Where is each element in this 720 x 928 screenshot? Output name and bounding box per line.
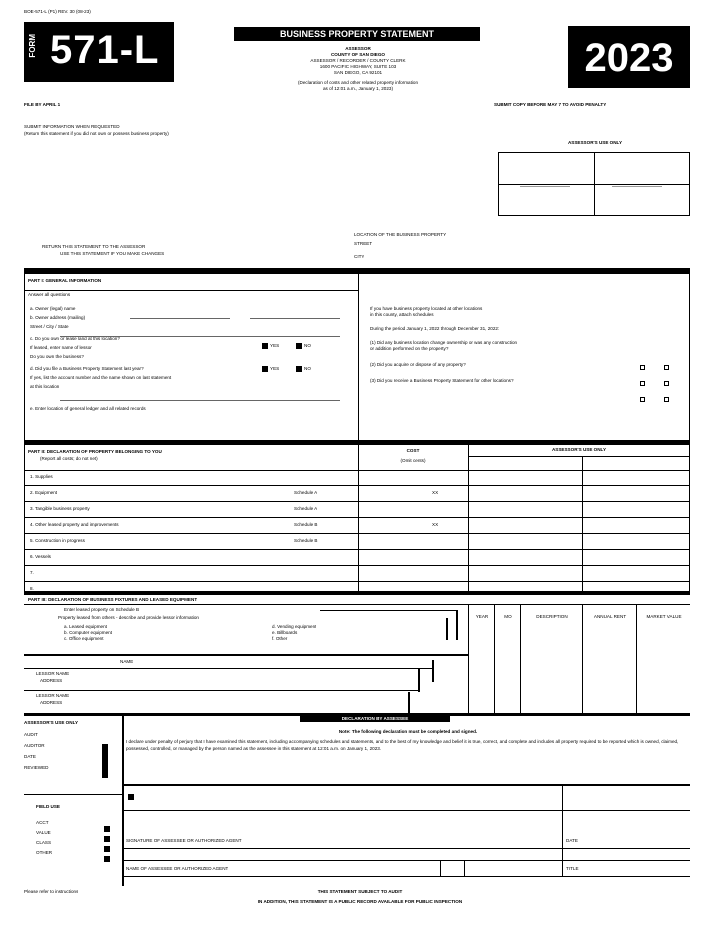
part1-line: e. Enter location of general ledger and all related records bbox=[30, 406, 146, 411]
col-description: DESCRIPTION bbox=[536, 614, 568, 619]
header-line: (Declaration of costs and other related property information bbox=[297, 80, 418, 85]
lessor-b-name: LESSOR NAME bbox=[36, 693, 70, 698]
check-item[interactable]: d. Vending equipment bbox=[272, 624, 317, 629]
form-label: FORM bbox=[28, 34, 37, 58]
location-line-1: LOCATION OF THE BUSINESS PROPERTY bbox=[354, 232, 447, 237]
remit-line-1: RETURN THIS STATEMENT TO THE ASSESSOR bbox=[42, 244, 146, 249]
notice-line-1: SUBMIT INFORMATION WHEN REQUESTED bbox=[24, 124, 120, 129]
footer-line-1: THIS STATEMENT SUBJECT TO AUDIT bbox=[317, 889, 403, 894]
row-value[interactable]: XX bbox=[432, 522, 439, 527]
no-label: NO bbox=[304, 366, 311, 371]
form-number: 571-L bbox=[50, 28, 160, 72]
left-item-2: ACCT bbox=[36, 820, 49, 825]
row-ref: Schedule A bbox=[294, 506, 318, 511]
part2-row bbox=[24, 518, 690, 534]
part3-checks-right bbox=[272, 624, 316, 642]
part3-rule bbox=[24, 592, 690, 595]
checkbox[interactable] bbox=[640, 365, 645, 370]
tax-year: 2023 bbox=[584, 36, 674, 80]
check-item[interactable]: c. Office equipment bbox=[64, 636, 104, 641]
assessor-use-only-label: ASSESSOR'S USE ONLY bbox=[567, 140, 623, 145]
part2-row bbox=[24, 534, 690, 550]
part1-line: at this location bbox=[30, 384, 60, 389]
no-label: NO bbox=[304, 343, 311, 348]
cost-col-subheader: (Omit cents) bbox=[400, 458, 426, 463]
part1-lines bbox=[30, 306, 350, 412]
col-market-value: MARKET VALUE bbox=[646, 614, 682, 619]
part1-line: Street / City / State bbox=[30, 324, 69, 329]
left-bar-4 bbox=[104, 846, 110, 852]
lessor-a-address: ADDRESS bbox=[40, 678, 63, 683]
yes-checkbox[interactable] bbox=[262, 366, 268, 372]
row-label: 4. Other leased property and improvements bbox=[30, 522, 119, 527]
left-item: AUDIT bbox=[24, 732, 38, 737]
lessor-b-address: ADDRESS bbox=[40, 700, 63, 705]
part2-row bbox=[24, 550, 690, 566]
checkbox[interactable] bbox=[640, 381, 645, 386]
part3-line-1: Enter leased property on Schedule B bbox=[64, 607, 140, 612]
col-year: YEAR bbox=[475, 614, 489, 619]
submit-note: SUBMIT COPY BEFORE MAY 7 TO AVOID PENALTY bbox=[494, 102, 607, 107]
bottom-note: Please refer to instructions bbox=[24, 889, 79, 894]
part1-right-line: (2) Did you acquire or dispose of any property? bbox=[370, 362, 466, 367]
col-mo: MO bbox=[504, 614, 512, 619]
part1-line: If leased, enter name of lessor bbox=[30, 345, 92, 350]
part2-rows bbox=[24, 470, 690, 597]
header-line: ASSESSOR / RECORDER / COUNTY CLERK bbox=[310, 58, 406, 63]
checkbox[interactable] bbox=[664, 397, 669, 402]
part3-heading: PART III: DECLARATION OF BUSINESS FIXTURES AND LEASED EQUIPMENT bbox=[28, 597, 198, 602]
part1-right-line: in this county, attach schedules bbox=[370, 312, 434, 317]
check-item[interactable]: b. Computer equipment bbox=[64, 630, 113, 635]
check-item[interactable]: e. Billboards bbox=[272, 630, 298, 635]
part2-row bbox=[24, 470, 690, 486]
part1-right-line: or addition performed on the property? bbox=[370, 346, 449, 351]
names-line: NAME bbox=[120, 659, 134, 664]
location-line-2: STREET bbox=[354, 241, 373, 246]
checkbox[interactable] bbox=[664, 381, 669, 386]
left-item-2: VALUE bbox=[36, 830, 51, 835]
part1-right-line: If you have business property located at other locations bbox=[370, 306, 483, 311]
row-label: 3. Tangible business property bbox=[30, 506, 90, 511]
part1-right-lines bbox=[370, 306, 684, 384]
left-bar-1 bbox=[102, 744, 108, 778]
left-item: DATE bbox=[24, 754, 36, 759]
year-block bbox=[568, 26, 690, 88]
form-title: BUSINESS PROPERTY STATEMENT bbox=[234, 27, 480, 41]
lessor-a-name: LESSOR NAME bbox=[36, 671, 70, 676]
part2-heading: PART II: DECLARATION OF PROPERTY BELONGING TO YOU bbox=[28, 449, 162, 454]
no-checkbox[interactable] bbox=[296, 343, 302, 349]
signature-arrow bbox=[128, 794, 134, 800]
header-line: COUNTY OF SAN DIEGO bbox=[330, 52, 386, 57]
header-line: 1600 PACIFIC HIGHWAY, SUITE 103 bbox=[319, 64, 397, 69]
row-label: 7. bbox=[30, 570, 34, 575]
left-item-2: CLASS bbox=[36, 840, 52, 845]
row-ref: Schedule B bbox=[294, 538, 318, 543]
no-checkbox[interactable] bbox=[296, 366, 302, 372]
header-line: as of 12:01 a.m., January 1, 2023) bbox=[323, 86, 393, 91]
part2-row bbox=[24, 502, 690, 518]
part2-row bbox=[24, 566, 690, 582]
header-center bbox=[240, 46, 476, 92]
yes-checkbox[interactable] bbox=[262, 343, 268, 349]
row-label: 5. Construction in progress bbox=[30, 538, 85, 543]
location-line-3: CITY bbox=[354, 254, 365, 259]
row-label: 6. Vessels bbox=[30, 554, 51, 559]
footer-line-2: IN ADDITION, THIS STATEMENT IS A PUBLIC RECORD AVAILABLE FOR PUBLIC INSPECTION bbox=[257, 899, 463, 904]
row-label: 1. Supplies bbox=[30, 474, 53, 479]
header-line: SAN DIEGO, CA 92101 bbox=[333, 70, 383, 75]
left-item: AUDITOR bbox=[24, 743, 45, 748]
name-label: NAME OF ASSESSEE OR AUTHORIZED AGENT bbox=[126, 866, 229, 871]
yes-label: YES bbox=[270, 366, 280, 371]
file-by-date: FILE BY APRIL 1 bbox=[24, 102, 61, 107]
part1-right-line: (1) Did any business location change ownership or was any construction bbox=[370, 340, 518, 345]
row-label: 2. Equipment bbox=[30, 490, 58, 495]
part3-checks-left bbox=[64, 624, 112, 642]
part1-right-line: During the period January 1, 2022 through December 31, 2022: bbox=[370, 326, 500, 331]
left-bar-2 bbox=[104, 826, 110, 832]
form-number-block bbox=[24, 22, 174, 82]
left-item-2: OTHER bbox=[36, 850, 53, 855]
yes-label: YES bbox=[270, 343, 280, 348]
checkbox[interactable] bbox=[664, 365, 669, 370]
declaration-body: I declare under penalty of perjury that I have examined this statement, including accompanying schedules and statements, and to the best of my knowledge and belief it is true, correct, and complete and includes all property required to be reported which is owned, claimed, possessed, controlled, or managed by the person named as the assessee in this statement at 12:01 a.m. on January 1, 2023. bbox=[126, 739, 679, 751]
part1-line: If yes, list the account number and the name shown on last statement bbox=[30, 375, 172, 380]
left-heading-2: FIELD USE bbox=[36, 804, 60, 809]
part2-subheading: (Report all costs; do not net) bbox=[40, 456, 98, 461]
title-label: TITLE bbox=[566, 866, 579, 871]
part2-row bbox=[24, 486, 690, 502]
header-line: ASSESSOR bbox=[345, 46, 371, 51]
check-item[interactable]: f. Other bbox=[272, 636, 288, 641]
signature-label: SIGNATURE OF ASSESSEE OR AUTHORIZED AGENT bbox=[126, 838, 242, 843]
left-item: REVIEWED bbox=[24, 765, 49, 770]
part1-right-line: (3) Did you receive a Business Property Statement for other locations? bbox=[370, 378, 514, 383]
part1-line: b. Owner address (mailing) bbox=[30, 315, 86, 320]
notice-line-2: (Return this statement if you did not own or possess business property) bbox=[24, 131, 169, 136]
part1-line: a. Owner (legal) name bbox=[30, 306, 76, 311]
date-label: DATE bbox=[566, 838, 578, 843]
cost-col-header: COST bbox=[406, 448, 420, 453]
remit-line-2: USE THIS STATEMENT IF YOU MAKE CHANGES bbox=[60, 251, 165, 256]
left-bar-3 bbox=[104, 836, 110, 842]
assessor-col-header: ASSESSOR'S USE ONLY bbox=[551, 447, 607, 452]
part3-line-2: Property leased from others - describe and provide lessor information bbox=[58, 615, 199, 620]
part1-heading: PART I: GENERAL INFORMATION bbox=[28, 278, 102, 283]
row-ref: Schedule A bbox=[294, 490, 318, 495]
row-label: 8. bbox=[30, 586, 34, 591]
declaration-heading: DECLARATION BY ASSESSEE bbox=[300, 716, 450, 722]
left-bar-5 bbox=[104, 856, 110, 862]
col-annual-rent: ANNUAL RENT bbox=[593, 614, 627, 619]
check-item[interactable]: a. Leased equipment bbox=[64, 624, 107, 629]
row-ref: Schedule B bbox=[294, 522, 318, 527]
row-value[interactable]: XX bbox=[432, 490, 439, 495]
declaration-note: Note: The following declaration must be completed and signed. bbox=[338, 729, 478, 734]
part1-line: Do you own the business? bbox=[30, 354, 84, 359]
part1-subheading: Answer all questions bbox=[28, 292, 71, 297]
checkbox[interactable] bbox=[640, 397, 645, 402]
form-code: BOE-571-L (P1) REV. 30 (08-23) bbox=[24, 9, 91, 14]
left-heading: ASSESSOR'S USE ONLY bbox=[24, 720, 79, 725]
part1-line: d. Did you file a Business Property Statement last year? bbox=[30, 366, 144, 371]
part1-line: c. Do you own or lease land at this location? bbox=[30, 336, 120, 341]
